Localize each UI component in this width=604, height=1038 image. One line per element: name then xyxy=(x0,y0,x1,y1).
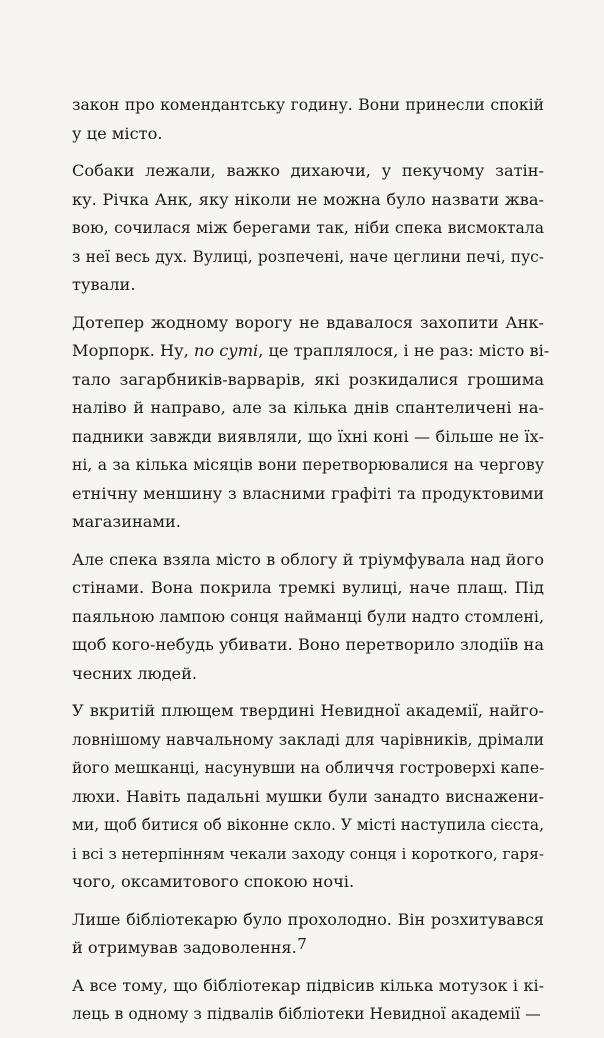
page-number: 7 xyxy=(297,935,307,953)
text-line: тало загарбників-варварів, які розкидалися грошима xyxy=(72,369,544,389)
paragraph xyxy=(72,157,544,300)
text-line: закон про комендантську годину. Вони принесли спокій xyxy=(72,96,544,114)
paragraph xyxy=(72,546,544,689)
text-line: лець в одному з підвалів бібліотеки Невидної академії — xyxy=(72,1005,541,1023)
text-line: стінами. Вона покрила тремкі вулиці, наче плащ. Під xyxy=(72,578,544,597)
page-body xyxy=(72,91,550,1038)
text-line: його мешканці, насунувши на обличчя гостроверхі капе- xyxy=(72,759,545,777)
text-line: ні, а за кілька місяців вони перетворювалися на чергову xyxy=(72,456,544,474)
text-line: вою, сочилася між берегами так, ніби спека висмоктала xyxy=(72,219,544,237)
text-line: чого, оксамитового спокою ночі. xyxy=(72,872,355,891)
text-line: ку. Річка Анк, яку ніколи не можна було назвати жва- xyxy=(72,189,544,209)
text-line: тували. xyxy=(72,275,136,294)
text-line: Морпорк. Ну, по суті, це траплялося, і не раз: місто ві- xyxy=(72,341,550,360)
text-line: Дотепер жодному ворогу не вдавалося захопити Анк- xyxy=(72,312,544,332)
text-line: щоб кого-небудь убивати. Воно перетворило злодіїв на xyxy=(72,635,544,654)
paragraph xyxy=(72,906,544,963)
text-line: у це місто. xyxy=(72,123,163,143)
text-line: Собаки лежали, важко дихаючи, у пекучому затін- xyxy=(72,161,544,180)
text-line: паяльною лампою сонця найманці були надто стомлені, xyxy=(72,606,544,626)
text-line: з неї весь дух. Вулиці, розпечені, наче цеглини печі, пус- xyxy=(72,247,544,266)
text-line: чесних людей. xyxy=(72,663,198,683)
text-line: й отримував задоволення. xyxy=(72,938,297,957)
paragraph xyxy=(72,309,550,537)
text-line: Лише бібліотекарю було прохолодно. Він розхитувався xyxy=(72,909,544,929)
text-line: етнічну меншину з власними графіті та продуктовими xyxy=(72,483,544,503)
paragraph xyxy=(72,91,544,148)
text-line: наліво й направо, але за кілька днів спантеличені на- xyxy=(72,398,544,417)
text-line: ми, щоб битися об віконне скло. У місті наступила сієста, xyxy=(72,816,544,834)
text-line: і всі з нетерпінням чекали заходу сонця і короткого, гаря- xyxy=(72,844,544,863)
paragraph xyxy=(72,697,544,897)
text-line: падники завжди виявляли, що їхні коні — більше не їх- xyxy=(72,426,544,446)
text-line: А все тому, що бібліотекар підвісив кілька мотузок і кі- xyxy=(72,975,544,995)
text-line: У вкритій плющем твердині Невидної академії, найго- xyxy=(72,701,544,720)
text-line: ловнішому навчальному закладі для чарівників, дрімали xyxy=(72,730,544,749)
text-line: люхи. Навіть падальні мушки були занадто виснажени- xyxy=(72,786,544,806)
paragraph xyxy=(72,972,544,1029)
text-line: магазинами. xyxy=(72,512,181,531)
text-line: Але спека взяла місто в облогу й тріумфувала над його xyxy=(72,549,544,569)
